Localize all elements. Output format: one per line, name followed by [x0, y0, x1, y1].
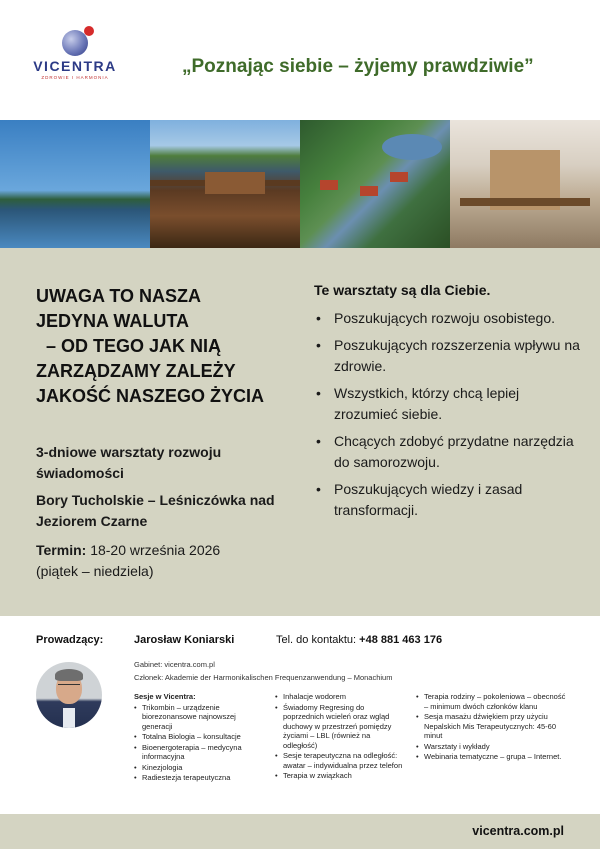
footer: [0, 814, 600, 849]
workshop-term: [36, 540, 296, 582]
membership-text: Członek: Akademie der Harmonikalischen Frequenzanwendung – Monachium: [134, 673, 393, 682]
workshop-title: 3-dniowe warsztaty rozwoju świadomości: [36, 444, 222, 481]
gabinet-text: Gabinet: vicentra.com.pl: [134, 660, 215, 669]
sessions-title: Sesje w Vicentra:: [134, 692, 196, 701]
logo-mark-icon: [62, 30, 88, 56]
audience-title: Te warsztaty są dla Ciebie.: [314, 282, 491, 298]
list-item: • Radiestezja terapeutyczna: [134, 773, 264, 783]
avatar: [36, 662, 102, 728]
list-item: • Terapia rodziny – pokoleniowa – obecność – minimum dwóch członków klanu: [416, 692, 566, 711]
slogan: „Poznając siebie – żyjemy prawdziwie”: [182, 56, 534, 77]
audience-list: [314, 308, 584, 527]
lake-photo: [0, 120, 150, 248]
term-label: Termin:: [36, 542, 87, 558]
contact-section: [0, 616, 600, 814]
terrace-photo: [150, 120, 300, 248]
headline-line: UWAGA TO NASZA: [36, 286, 201, 306]
headline-line: ZARZĄDZAMY ZALEŻY: [36, 361, 236, 381]
leader-label: Prowadzący:: [36, 634, 104, 646]
headline-line: JEDYNA WALUTA: [36, 311, 189, 331]
list-item: • Poszukujących rozwoju osobistego.: [314, 308, 584, 329]
list-item: • Chcących zdobyć przydatne narzędzia do samorozwoju.: [314, 431, 584, 473]
aerial-photo: [300, 120, 450, 248]
sessions-column-3: [416, 692, 566, 763]
list-item: • Sesje terapeutyczna na odległość: awatar – indywidualna przez telefon: [275, 751, 405, 770]
info-section: [0, 248, 600, 616]
list-item: • Totalna Biologia – konsultacje: [134, 732, 264, 742]
list-item: • Inhalacje wodorem: [275, 692, 405, 702]
website-link[interactable]: vicentra.com.pl: [472, 824, 564, 838]
leader-name: Jarosław Koniarski: [134, 634, 235, 646]
list-item: • Poszukujących wiedzy i zasad transformacji.: [314, 479, 584, 521]
list-item: • Warsztaty i wykłady: [416, 742, 566, 752]
list-item: • Bioenergoterapia – medycyna informacyjna: [134, 743, 264, 762]
conference-room-photo: [450, 120, 600, 248]
list-item: • Poszukujących rozszerzenia wpływu na zdrowie.: [314, 335, 584, 377]
vicentra-logo[interactable]: [30, 30, 120, 90]
list-item: • Webinaria tematyczne – grupa – Internet.: [416, 752, 566, 762]
header: [0, 0, 600, 120]
phone-number[interactable]: +48 881 463 176: [359, 634, 443, 646]
term-value: 18-20 września 2026: [86, 542, 221, 558]
list-item: • Trikombin – urządzenie biorezonansowe najnowszej generacji: [134, 703, 264, 732]
phone-label: Tel. do kontaktu:: [276, 634, 360, 646]
headline: [36, 284, 306, 409]
term-days: (piątek – niedziela): [36, 563, 154, 579]
list-item: • Sesja masażu dźwiękiem przy użyciu Nepalskich Mis Terapeutycznych: 45-60 minut: [416, 712, 566, 741]
headline-line: – OD TEGO JAK NIĄ: [36, 336, 222, 356]
logo-name: VICENTRA: [33, 58, 117, 74]
list-item: • Terapia w związkach: [275, 771, 405, 781]
workshop-location: Bory Tucholskie – Leśniczówka nad Jeziorem Czarne: [36, 492, 275, 529]
phone-contact: [276, 634, 442, 646]
list-item: • Wszystkich, którzy chcą lepiej zrozumieć siebie.: [314, 383, 584, 425]
photo-strip: [0, 120, 600, 248]
logo-tagline: ZDROWIE I HARMONIA: [41, 75, 109, 80]
headline-line: JAKOŚĆ NASZEGO ŻYCIA: [36, 386, 265, 406]
sessions-column-2: [275, 692, 405, 782]
list-item: • Świadomy Regresing do poprzednich wcieleń oraz wgląd duchowy w przestrzeń pomiędzy życiami – LBL (również na odległość): [275, 703, 405, 751]
sessions-column-1: [134, 692, 264, 784]
list-item: • Kinezjologia: [134, 763, 264, 773]
